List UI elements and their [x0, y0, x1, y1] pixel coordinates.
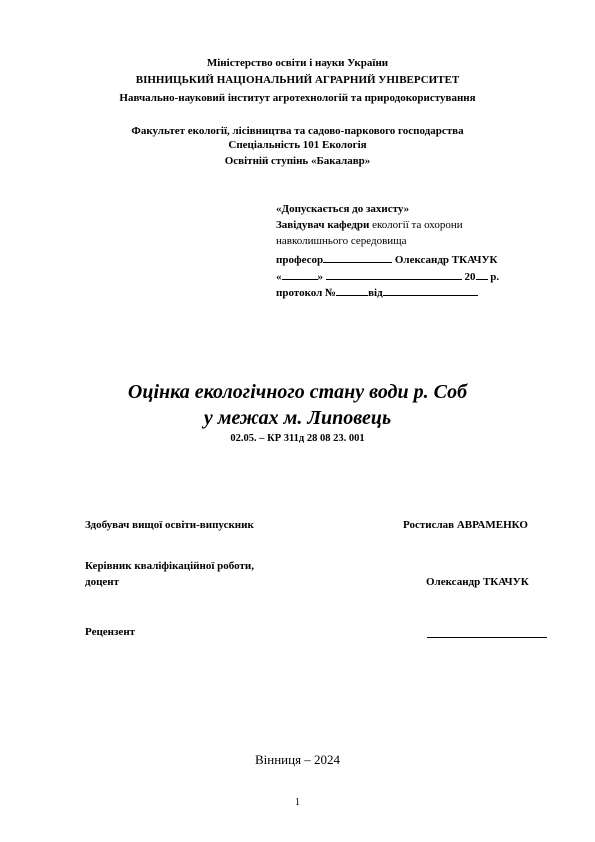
department-name-part2: навколишнього середовища — [276, 235, 407, 247]
year-blank — [476, 269, 488, 280]
professor-name: Олександр ТКАЧУК — [392, 254, 498, 266]
protocol-from-label: від — [368, 287, 383, 299]
supervisor-title: доцент — [85, 576, 120, 588]
department-head-line — [276, 219, 463, 232]
page-number: 1 — [295, 797, 300, 808]
city-year: Вінниця – 2024 — [254, 752, 341, 767]
reviewer-label: Рецензент — [85, 626, 136, 638]
degree-line: Освітній ступінь «Бакалавр» — [224, 155, 371, 167]
approval-date-line — [276, 269, 499, 284]
thesis-title-line2: у межах м. Липовець — [203, 407, 392, 429]
professor-label: професор — [276, 254, 324, 266]
supervisor-name: Олександр ТКАЧУК — [426, 576, 529, 588]
faculty-line: Факультет екології, лісівництва та садово-паркового господарства — [131, 125, 464, 137]
day-blank — [282, 269, 318, 280]
department-head-label: Завідувач кафедри — [276, 219, 370, 231]
institute-line: Навчально-науковий інститут агротехнологій та природокористування — [119, 92, 476, 104]
university-line: ВІННИЦЬКИЙ НАЦІОНАЛЬНИЙ АГРАРНИЙ УНІВЕРСИТЕТ — [135, 74, 460, 86]
department-name-part1: екології та охорони — [369, 219, 463, 231]
month-blank — [326, 269, 462, 280]
applicant-name: Ростислав АВРАМЕНКО — [403, 519, 528, 531]
specialty-line: Спеціальність 101 Екологія — [228, 139, 367, 151]
professor-signature-line — [276, 252, 498, 267]
thesis-title-line1: Оцінка екологічного стану води р. Соб — [127, 381, 468, 403]
reviewer-signature-blank — [427, 637, 547, 638]
date-quote-open: « — [276, 271, 282, 283]
ministry-line: Міністерство освіти і науки України — [206, 57, 389, 69]
protocol-number-blank — [336, 285, 368, 296]
date-quote-close: » — [317, 271, 323, 283]
protocol-line — [276, 285, 478, 300]
year-suffix: р. — [487, 271, 500, 283]
protocol-label: протокол № — [276, 287, 337, 299]
applicant-label: Здобувач вищої освіти-випускник — [85, 519, 254, 531]
signature-blank — [323, 252, 392, 263]
year-prefix: 20 — [461, 271, 476, 283]
admission-stamp: «Допускається до захисту» — [276, 203, 410, 215]
thesis-code: 02.05. – КР 311д 28 08 23. 001 — [230, 433, 365, 444]
supervisor-label: Керівник кваліфікаційної роботи, — [85, 560, 254, 572]
protocol-date-blank — [383, 285, 478, 296]
